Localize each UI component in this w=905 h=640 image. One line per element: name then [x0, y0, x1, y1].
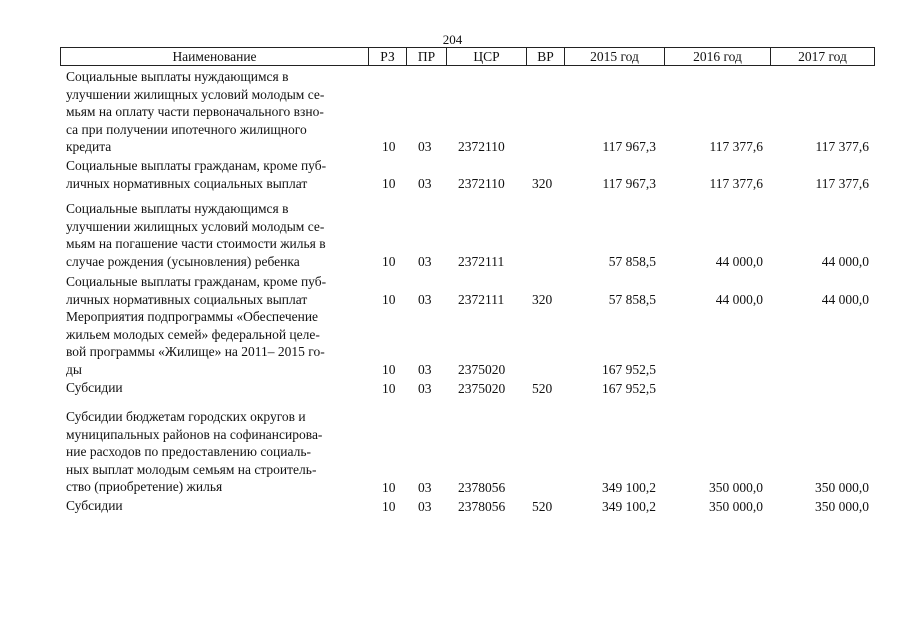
row-rz: 10 — [382, 498, 396, 514]
row-2017: 44 000,0 — [821, 253, 869, 269]
row-2016: 350 000,0 — [709, 479, 763, 495]
table-row — [60, 308, 875, 378]
row-pr: 03 — [418, 479, 432, 495]
row-pr: 03 — [418, 138, 432, 154]
row-vr: 320 — [532, 175, 553, 191]
row-pr: 03 — [418, 253, 432, 269]
row-name: Социальные выплаты гражданам, кроме пуб- личных нормативных социальных выплат — [66, 158, 327, 191]
row-name: Мероприятия подпрограммы «Обеспечение жильем молодых семей» федеральной целе- вой программы «Жилище» на 2011– 2015 го- ды — [66, 309, 325, 377]
row-2016: 350 000,0 — [709, 498, 763, 514]
row-pr: 03 — [418, 380, 432, 396]
row-rz: 10 — [382, 291, 396, 307]
row-2017: 117 377,6 — [815, 175, 869, 191]
row-2017: 350 000,0 — [815, 498, 869, 514]
row-2015: 349 100,2 — [602, 479, 656, 495]
row-pr: 03 — [418, 498, 432, 514]
row-pr: 03 — [418, 175, 432, 191]
table-row — [60, 200, 875, 270]
row-2015: 117 967,3 — [602, 175, 656, 191]
header-2017: 2017 год — [770, 48, 875, 65]
row-rz: 10 — [382, 361, 396, 377]
table-header — [60, 47, 875, 66]
row-vr: 520 — [532, 380, 553, 396]
row-2015: 57 858,5 — [608, 291, 656, 307]
row-2015: 349 100,2 — [602, 498, 656, 514]
row-2016: 44 000,0 — [715, 291, 763, 307]
row-2015: 167 952,5 — [602, 361, 656, 377]
row-vr: 520 — [532, 498, 553, 514]
row-2015: 117 967,3 — [602, 138, 656, 154]
header-csr: ЦСР — [446, 48, 526, 65]
row-rz: 10 — [382, 380, 396, 396]
row-rz: 10 — [382, 175, 396, 191]
header-pr: ПР — [406, 48, 446, 65]
row-2016: 117 377,6 — [709, 138, 763, 154]
row-csr: 2372110 — [458, 138, 505, 154]
page-number: 204 — [442, 32, 463, 47]
table-row — [60, 379, 875, 397]
row-pr: 03 — [418, 361, 432, 377]
row-csr: 2372111 — [458, 253, 505, 269]
header-rz: РЗ — [368, 48, 406, 65]
row-rz: 10 — [382, 479, 396, 495]
row-csr: 2375020 — [458, 361, 506, 377]
header-2016: 2016 год — [664, 48, 770, 65]
row-2015: 167 952,5 — [602, 380, 656, 396]
table-row — [60, 273, 875, 308]
row-2016: 117 377,6 — [709, 175, 763, 191]
table-row — [60, 497, 875, 515]
row-name: Социальные выплаты гражданам, кроме пуб- личных нормативных социальных выплат — [66, 274, 327, 307]
row-2016: 44 000,0 — [715, 253, 763, 269]
row-2017: 44 000,0 — [821, 291, 869, 307]
row-csr: 2378056 — [458, 498, 506, 514]
row-csr: 2375020 — [458, 380, 506, 396]
row-csr: 2378056 — [458, 479, 506, 495]
row-2017: 350 000,0 — [815, 479, 869, 495]
header-name: Наименование — [60, 48, 368, 65]
row-pr: 03 — [418, 291, 432, 307]
row-name: Субсидии бюджетам городских округов и муниципальных районов на софинансирова- ние расходов по предоставлению социаль- ных выплат молодым семьям на строитель- ство (приобретение) жилья — [66, 409, 323, 494]
table-row — [60, 157, 875, 192]
table-row — [60, 408, 875, 496]
row-rz: 10 — [382, 253, 396, 269]
row-name: Субсидии — [66, 380, 123, 395]
header-vr: ВР — [526, 48, 564, 65]
row-2015: 57 858,5 — [608, 253, 656, 269]
row-csr: 2372110 — [458, 175, 505, 191]
row-2017: 117 377,6 — [815, 138, 869, 154]
row-name: Социальные выплаты нуждающимся в улучшении жилищных условий молодым се- мьям на оплату части первоначального взно- са при получении ипотечного жилищного кредита — [66, 69, 325, 154]
row-name: Субсидии — [66, 498, 123, 513]
row-name: Социальные выплаты нуждающимся в улучшении жилищных условий молодым се- мьям на погашение части стоимости жилья в случае рождения (усыновления) ребенка — [66, 201, 326, 269]
row-rz: 10 — [382, 138, 396, 154]
row-vr: 320 — [532, 291, 553, 307]
table-row — [60, 68, 875, 155]
header-2015: 2015 год — [564, 48, 664, 65]
row-csr: 2372111 — [458, 291, 505, 307]
